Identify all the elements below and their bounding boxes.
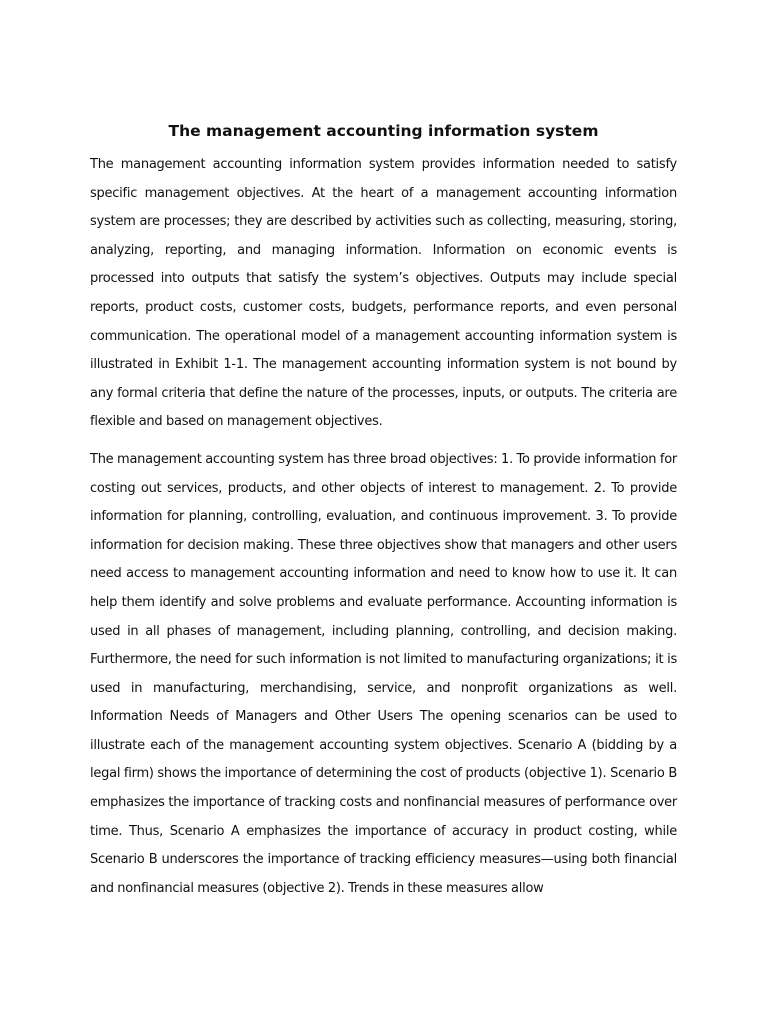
document-title: The management accounting information system xyxy=(168,122,599,140)
paragraph-1: The management accounting information system provides information needed to satisfy specific management objectives. At the heart of a management accounting information system are processes; they are described by activities such as collecting, measuring, storing, analyzing, reporting, and managing information. Information on economic events is processed into outputs that satisfy the system’s objectives. Outputs may include special reports, product costs, customer costs, budgets, performance reports, and even personal communication. The operational model of a management accounting information system is illustrated in Exhibit 1-1. The management accounting information system is not bound by any formal criteria that define the nature of the processes, inputs, or outputs. The criteria are flexible and based on management objectives. xyxy=(90,157,677,430)
document-page xyxy=(90,118,677,903)
paragraph-2: The management accounting system has three broad objectives: 1. To provide information for costing out services, products, and other objects of interest to management. 2. To provide information for planning, controlling, evaluation, and continuous improvement. 3. To provide information for decision making. These three objectives show that managers and other users need access to management accounting information and need to know how to use it. It can help them identify and solve problems and evaluate performance. Accounting information is used in all phases of management, including planning, controlling, and decision making. Furthermore, the need for such information is not limited to manufacturing organizations; it is used in manufacturing, merchandising, service, and nonprofit organizations as well. Information Needs of Managers and Other Users The opening scenarios can be used to illustrate each of the management accounting system objectives. Scenario A (bidding by a legal firm) shows the importance of determining the cost of products (objective 1). Scenario B emphasizes the importance of tracking costs and nonfinancial measures of performance over time. Thus, Scenario A emphasizes the importance of accuracy in product costing, while Scenario B underscores the importance of tracking efficiency measures—using both financial and nonfinancial measures (objective 2). Trends in these measures allow xyxy=(90,451,677,896)
